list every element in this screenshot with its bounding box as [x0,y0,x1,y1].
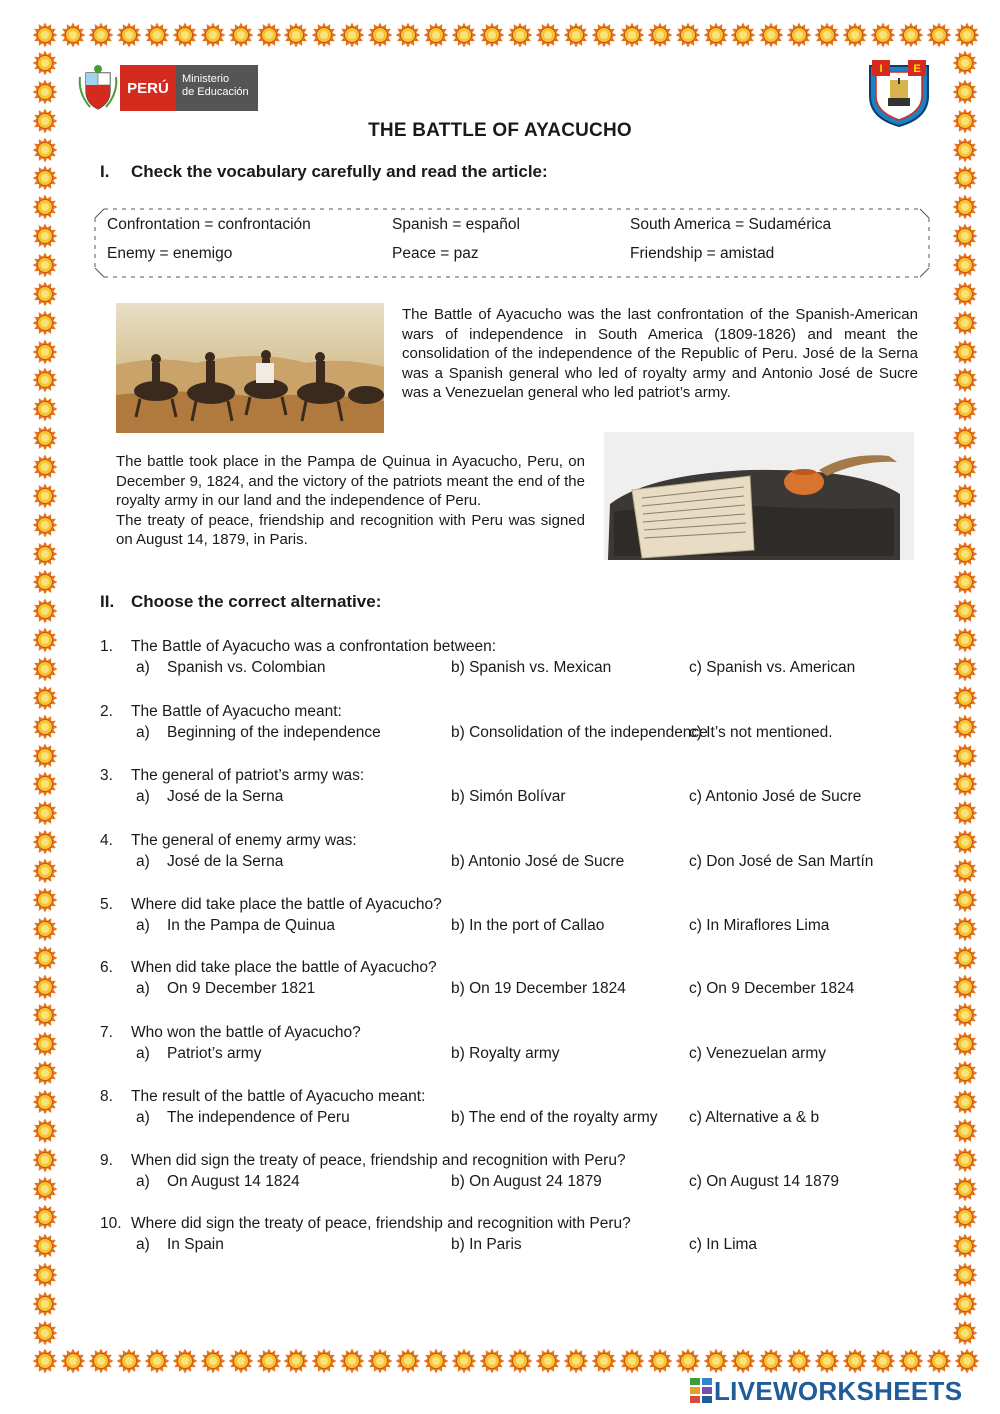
question-number: 3. [100,767,113,784]
sun-icon [952,339,978,365]
question-item [100,1152,940,1194]
question-item [100,767,940,809]
sun-icon [32,1060,58,1086]
sun-icon [32,22,58,48]
sun-icon [32,281,58,307]
sun-icon [32,916,58,942]
sun-icon [395,1348,421,1374]
option-c[interactable]: c) On August 14 1879 [689,1173,839,1190]
sun-icon [32,252,58,278]
sun-icon [200,22,226,48]
sun-icon [952,425,978,451]
question-text: When did take place the battle of Ayacucho? [131,959,437,976]
question-stem [100,959,940,980]
sun-icon [870,1348,896,1374]
section-1-heading [100,162,548,182]
sun-icon [952,396,978,422]
option-a[interactable]: In the Pampa de Quinua [167,917,336,934]
border-left [32,50,58,1346]
sun-icon [116,1348,142,1374]
sun-icon [32,454,58,480]
sun-icon [842,22,868,48]
option-c[interactable]: c) Spanish vs. American [689,659,856,676]
option-b[interactable]: b) In Paris [451,1236,522,1253]
sun-icon [647,1348,673,1374]
option-c[interactable]: c) In Miraflores Lima [689,917,830,934]
question-text: Who won the battle of Ayacucho? [131,1024,361,1041]
sun-icon [814,1348,840,1374]
question-text: The Battle of Ayacucho meant: [131,703,342,720]
sun-icon [952,50,978,76]
question-item [100,638,940,680]
sun-icon [32,1204,58,1230]
option-c[interactable]: c) On 9 December 1824 [689,980,855,997]
question-stem [100,1024,940,1045]
option-c[interactable]: c) Alternative a & b [689,1109,820,1126]
option-a-letter: a) [136,1109,150,1126]
option-a-letter: a) [136,659,150,676]
sun-icon [786,22,812,48]
sun-icon [898,22,924,48]
sun-icon [926,1348,952,1374]
ministry-label [176,65,258,111]
sun-icon [367,22,393,48]
option-a[interactable]: Spanish vs. Colombian [167,659,326,676]
article-paragraph-1: The Battle of Ayacucho was the last confrontation of the Spanish-American wars of independence in South America (1809-1826) and meant the consolidation of the independence of the Republic of Peru. José de la Serna was a Spanish general who led of royalty army and Antonio José de Sucre was a Venezuelan general who led patriot’s army. [402,306,918,402]
sun-icon [32,425,58,451]
option-a[interactable]: The independence of Peru [167,1109,350,1126]
option-c[interactable]: c) Venezuelan army [689,1045,826,1062]
border-top [32,22,980,48]
sun-icon [32,656,58,682]
sun-icon [479,1348,505,1374]
option-a-letter: a) [136,1236,150,1253]
ministry-line2: de Educación [182,86,249,98]
sun-icon [814,22,840,48]
sun-icon [952,945,978,971]
question-text: The result of the battle of Ayacucho meant: [131,1088,426,1105]
sun-icon [952,743,978,769]
sun-icon [60,1348,86,1374]
sun-icon [32,1089,58,1115]
sun-icon [952,1176,978,1202]
sun-icon [870,22,896,48]
sun-icon [952,1233,978,1259]
question-number: 5. [100,896,113,913]
question-item [100,1088,940,1130]
sun-icon [952,1002,978,1028]
sun-icon [730,1348,756,1374]
question-options [100,724,940,745]
question-item [100,959,940,1001]
section-2-number: II. [100,592,115,611]
sun-icon [952,367,978,393]
sun-icon [60,22,86,48]
battle-painting-image [116,303,384,433]
sun-icon [535,22,561,48]
sun-icon [591,1348,617,1374]
sun-icon [952,858,978,884]
sun-icon [479,22,505,48]
sun-icon [926,22,952,48]
question-stem [100,832,940,853]
sun-icon [88,1348,114,1374]
sun-icon [898,1348,924,1374]
sun-icon [952,685,978,711]
sun-icon [952,800,978,826]
sun-icon [32,800,58,826]
option-c[interactable]: c) In Lima [689,1236,758,1253]
option-a-letter: a) [136,853,150,870]
option-b[interactable]: b) On 19 December 1824 [451,980,626,997]
sun-icon [703,22,729,48]
question-options [100,1109,940,1130]
sun-icon [32,483,58,509]
liveworksheets-icon [690,1378,712,1404]
sun-icon [32,512,58,538]
sun-icon [952,454,978,480]
question-options [100,1236,940,1257]
sun-icon [952,512,978,538]
sun-icon [32,1031,58,1057]
question-options [100,853,940,874]
sun-icon [758,22,784,48]
option-a-letter: a) [136,724,150,741]
sun-icon [954,1348,980,1374]
sun-icon [339,22,365,48]
option-a[interactable]: José de la Serna [167,788,284,805]
sun-icon [952,656,978,682]
question-stem [100,1215,940,1236]
page-title: THE BATTLE OF AYACUCHO [368,120,632,141]
sun-icon [32,339,58,365]
sun-icon [32,1233,58,1259]
sun-icon [256,1348,282,1374]
question-options [100,659,940,680]
sun-icon [283,1348,309,1374]
sun-icon [32,310,58,336]
sun-icon [675,22,701,48]
sun-icon [952,541,978,567]
question-item [100,832,940,874]
vocabulary-box [92,206,932,280]
question-number: 9. [100,1152,113,1169]
question-text: The general of patriot’s army was: [131,767,365,784]
article-paragraph-2 [116,452,585,550]
sun-icon [952,916,978,942]
option-b[interactable]: b) Simón Bolívar [451,788,566,805]
sun-icon [32,771,58,797]
sun-icon [952,887,978,913]
sun-icon [32,223,58,249]
vocab-item: Peace = paz [392,245,479,262]
sun-icon [952,569,978,595]
option-a-letter: a) [136,788,150,805]
sun-icon [952,281,978,307]
question-number: 2. [100,703,113,720]
section-2-heading [100,592,381,612]
question-stem [100,703,940,724]
question-text: The general of enemy army was: [131,832,357,849]
sun-icon [423,1348,449,1374]
border-bottom [32,1348,980,1374]
sun-icon [952,1320,978,1346]
option-b[interactable]: b) The end of the royalty army [451,1109,658,1126]
sun-icon [116,22,142,48]
sun-icon [32,1320,58,1346]
sun-icon [311,22,337,48]
sun-icon [563,1348,589,1374]
sun-icon [32,569,58,595]
section-2-title: Choose the correct alternative: [131,592,382,611]
question-stem [100,1152,940,1173]
sun-icon [507,1348,533,1374]
sun-icon [563,22,589,48]
sun-icon [311,1348,337,1374]
sun-icon [952,1204,978,1230]
border-right [952,50,978,1346]
peru-label: PERÚ [120,65,176,111]
sun-icon [952,79,978,105]
sun-icon [451,1348,477,1374]
sun-icon [619,1348,645,1374]
question-item [100,1024,940,1066]
liveworksheets-logo [690,1376,962,1406]
sun-icon [32,974,58,1000]
article-paragraph-2b: The treaty of peace, friendship and recognition with Peru was signed on August 14, 1879, in Paris. [116,511,585,549]
sun-icon [32,685,58,711]
sun-icon [952,223,978,249]
option-c[interactable]: c) Don José de San Martín [689,853,874,870]
sun-icon [32,714,58,740]
option-a[interactable]: In Spain [167,1236,224,1253]
sun-icon [952,194,978,220]
question-options [100,788,940,809]
option-a-letter: a) [136,917,150,934]
question-number: 6. [100,959,113,976]
sun-icon [952,1060,978,1086]
sun-icon [32,79,58,105]
sun-icon [954,22,980,48]
question-text: Where did take place the battle of Ayacucho? [131,896,442,913]
question-options [100,917,940,938]
sun-icon [367,1348,393,1374]
question-number: 10. [100,1215,122,1232]
vocab-item: South America = Sudamérica [630,216,832,233]
option-a[interactable]: José de la Serna [167,853,284,870]
sun-icon [32,887,58,913]
question-options [100,980,940,1001]
option-a[interactable]: On 9 December 1821 [167,980,316,997]
question-options [100,1173,940,1194]
sun-icon [172,22,198,48]
option-c[interactable]: c) Antonio José de Sucre [689,788,862,805]
sun-icon [952,1147,978,1173]
option-a[interactable]: Beginning of the independence [167,724,381,741]
vocab-item: Friendship = amistad [630,245,775,262]
option-a-letter: a) [136,1173,150,1190]
sun-icon [730,22,756,48]
sun-icon [842,1348,868,1374]
option-b[interactable]: b) Consolidation of the independence [451,724,708,741]
sun-icon [32,1291,58,1317]
sun-icon [172,1348,198,1374]
question-text: Where did sign the treaty of peace, friendship and recognition with Peru? [131,1215,631,1232]
question-stem [100,767,940,788]
sun-icon [32,367,58,393]
sun-icon [283,22,309,48]
question-number: 4. [100,832,113,849]
sun-icon [952,974,978,1000]
sun-icon [952,1118,978,1144]
school-badge-icon [864,58,934,128]
sun-icon [32,1176,58,1202]
sun-icon [952,829,978,855]
sun-icon [32,396,58,422]
sun-icon [952,252,978,278]
option-b[interactable]: b) Spanish vs. Mexican [451,659,612,676]
sun-icon [32,1118,58,1144]
option-b[interactable]: b) On August 24 1879 [451,1173,602,1190]
sun-icon [144,1348,170,1374]
sun-icon [952,1291,978,1317]
sun-icon [200,1348,226,1374]
sun-icon [952,1031,978,1057]
sun-icon [952,771,978,797]
question-stem [100,638,940,659]
section-1-number: I. [100,162,110,181]
vocab-item: Spanish = español [392,216,520,233]
sun-icon [228,1348,254,1374]
question-stem [100,1088,940,1109]
sun-icon [32,541,58,567]
sun-icon [952,714,978,740]
sun-icon [703,1348,729,1374]
vocab-item: Enemy = enemigo [107,245,233,262]
sun-icon [591,22,617,48]
sun-icon [32,165,58,191]
sun-icon [619,22,645,48]
option-a-letter: a) [136,980,150,997]
sun-icon [32,1147,58,1173]
sun-icon [228,22,254,48]
liveworksheets-brand: LIVEWORKSHEETS [714,1375,963,1406]
sun-icon [32,50,58,76]
sun-icon [32,194,58,220]
sun-icon [952,483,978,509]
question-item [100,1215,940,1257]
sun-icon [952,598,978,624]
question-number: 7. [100,1024,113,1041]
option-a[interactable]: On August 14 1824 [167,1173,300,1190]
question-number: 8. [100,1088,113,1105]
section-1-title: Check the vocabulary carefully and read the article: [131,162,548,181]
treaty-document-image [604,432,914,560]
ministry-line1: Ministerio [182,73,230,85]
peru-coat-of-arms-icon [78,63,118,113]
question-text: When did sign the treaty of peace, friendship and recognition with Peru? [131,1152,626,1169]
sun-icon [339,1348,365,1374]
sun-icon [952,1089,978,1115]
question-options [100,1045,940,1066]
sun-icon [451,22,477,48]
sun-icon [88,22,114,48]
article-paragraph-2a: The battle took place in the Pampa de Quinua in Ayacucho, Peru, on December 9, 1824, and the victory of the patriots meant the end of the royalty army in our land and the independence of Peru. [116,453,585,510]
question-item [100,896,940,938]
sun-icon [32,1262,58,1288]
sun-icon [144,22,170,48]
sun-icon [32,743,58,769]
sun-icon [32,858,58,884]
option-b[interactable]: b) Antonio José de Sucre [451,853,625,870]
sun-icon [32,945,58,971]
question-text: The Battle of Ayacucho was a confrontation between: [131,638,497,655]
sun-icon [256,22,282,48]
sun-icon [952,165,978,191]
sun-icon [32,627,58,653]
option-c[interactable]: c) It’s not mentioned. [689,724,833,741]
option-a[interactable]: Patriot’s army [167,1045,262,1062]
question-item [100,703,940,745]
option-a-letter: a) [136,1045,150,1062]
sun-icon [423,22,449,48]
sun-icon [32,829,58,855]
sun-icon [786,1348,812,1374]
sun-icon [32,1002,58,1028]
sun-icon [952,310,978,336]
option-b[interactable]: b) In the port of Callao [451,917,605,934]
sun-icon [32,598,58,624]
ministry-logo [78,62,260,114]
sun-icon [32,1348,58,1374]
vocab-item: Confrontation = confrontación [107,216,311,233]
sun-icon [952,627,978,653]
sun-icon [395,22,421,48]
question-stem [100,896,940,917]
badge-letter-e: E [913,63,921,75]
sun-icon [507,22,533,48]
sun-icon [758,1348,784,1374]
sun-icon [535,1348,561,1374]
option-b[interactable]: b) Royalty army [451,1045,560,1062]
sun-icon [675,1348,701,1374]
sun-icon [952,1262,978,1288]
sun-icon [647,22,673,48]
badge-letter-i: I [879,63,883,75]
question-number: 1. [100,638,113,655]
